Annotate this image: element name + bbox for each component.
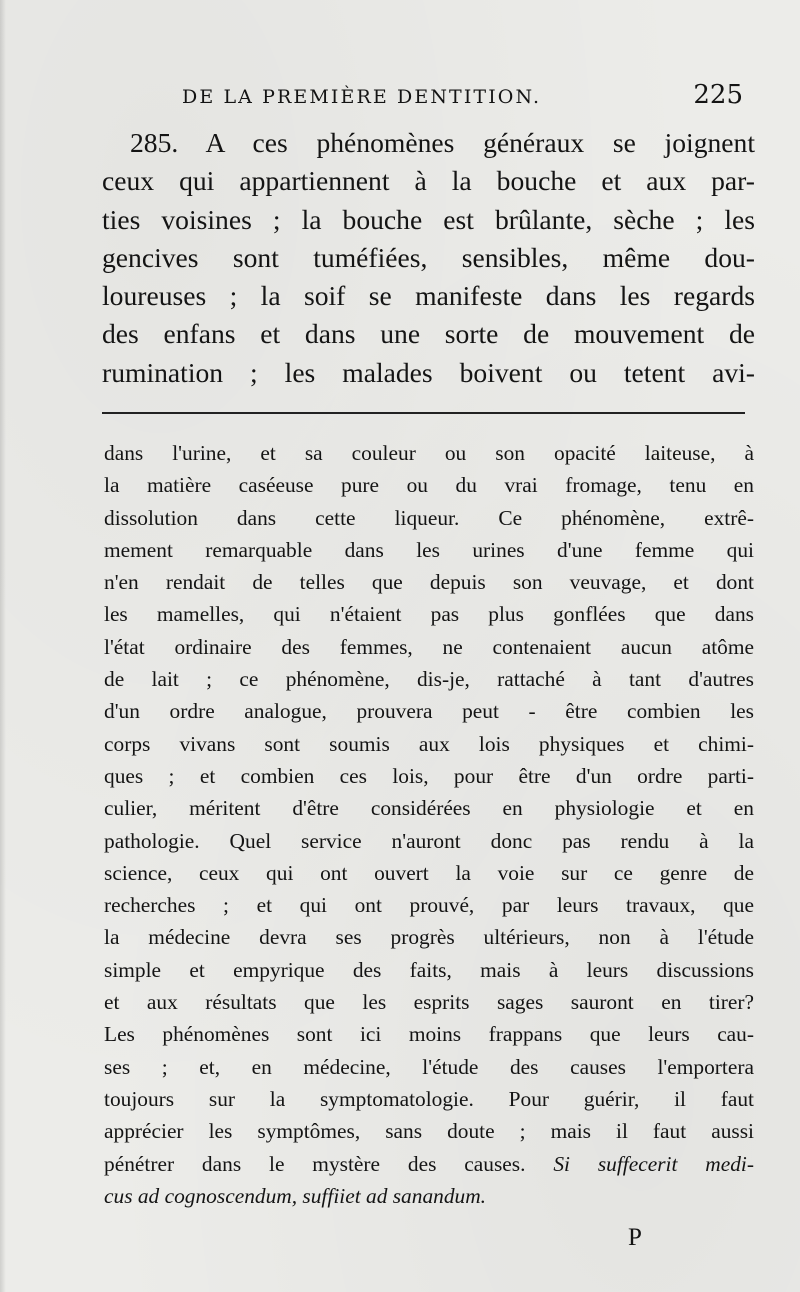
main-line: rumination ; les malades boivent ou tetent avi- [102, 356, 755, 388]
footnote-line: mement remarquable dans les urines d'une femme qui [104, 537, 754, 562]
main-line: des enfans et dans une sorte de mouvement de [102, 318, 755, 350]
footnote-line: corps vivans sont soumis aux lois physiques et chimi- [104, 731, 754, 756]
footnote-line: toujours sur la symptomatologie. Pour guérir, il faut [104, 1086, 754, 1111]
footnote-line: et aux résultats que les esprits sages sauront en tirer? [104, 990, 754, 1015]
footnote-line: n'en rendait de telles que depuis son veuvage, et dont [104, 570, 754, 595]
footnote-line: l'état ordinaire des femmes, ne contenaient aucun atôme [104, 634, 754, 659]
footnote-line: culier, méritent d'être considérées en physiologie et en [104, 796, 754, 821]
footnote-rule [102, 412, 745, 414]
footnote-line: Les phénomènes sont ici moins frappans que leurs cau- [104, 1022, 754, 1047]
footnote-line: science, ceux qui ont ouvert la voie sur ce genre de [104, 860, 754, 885]
running-title: DE LA PREMIÈRE DENTITION. [182, 86, 542, 108]
page-edge-shadow [0, 0, 6, 1292]
main-line: 285. A ces phénomènes généraux se joignent [130, 127, 755, 158]
footnote-line: d'un ordre analogue, prouvera peut - être combien les [104, 699, 754, 724]
footnote-line: simple et empyrique des faits, mais à leurs discussions [104, 957, 754, 982]
footnote-line: ses ; et, en médecine, l'étude des causes l'emportera [104, 1054, 754, 1079]
latin-quotation: Si suffecerit medi- [553, 1151, 755, 1176]
main-paragraph [102, 124, 755, 392]
footnote-line [104, 1180, 754, 1212]
footnote-line: dissolution dans cette liqueur. Ce phénomène, extrê- [104, 505, 754, 530]
footnote-line: apprécier les symptômes, sans doute ; mais il faut aussi [104, 1119, 754, 1144]
main-line: gencives sont tuméfiées, sensibles, même dou- [102, 241, 755, 273]
footnote-line: la matière caséeuse pure ou du vrai fromage, tenu en [104, 473, 754, 498]
footnote [104, 437, 754, 1212]
footnote-line: de lait ; ce phénomène, dis-je, rattaché à tant d'autres [104, 667, 754, 692]
catchword: P [628, 1224, 642, 1251]
footnote-line [104, 1148, 754, 1180]
footnote-line: recherches ; et qui ont prouvé, par leurs travaux, que [104, 893, 754, 918]
footnote-line-text: pénétrer dans le mystère des causes. [104, 1151, 554, 1176]
main-line: ceux qui appartiennent à la bouche et aux par- [102, 165, 755, 197]
footnote-line: dans l'urine, et sa couleur ou son opacité laiteuse, à [104, 441, 754, 465]
footnote-line: les mamelles, qui n'étaient pas plus gonflées que dans [104, 602, 754, 627]
main-line: loureuses ; la soif se manifeste dans les regards [102, 280, 755, 312]
footnote-line: pathologie. Quel service n'auront donc pas rendu à la [104, 828, 754, 853]
page-number: 225 [693, 80, 743, 110]
latin-quotation: cus ad cognoscendum, suffiiet ad sanandum. [104, 1183, 487, 1208]
running-head [182, 80, 757, 116]
footnote-line: la médecine devra ses progrès ultérieurs, non à l'étude [104, 925, 754, 950]
main-line: ties voisines ; la bouche est brûlante, sèche ; les [102, 203, 755, 235]
footnote-line: ques ; et combien ces lois, pour être d'un ordre parti- [104, 763, 754, 788]
